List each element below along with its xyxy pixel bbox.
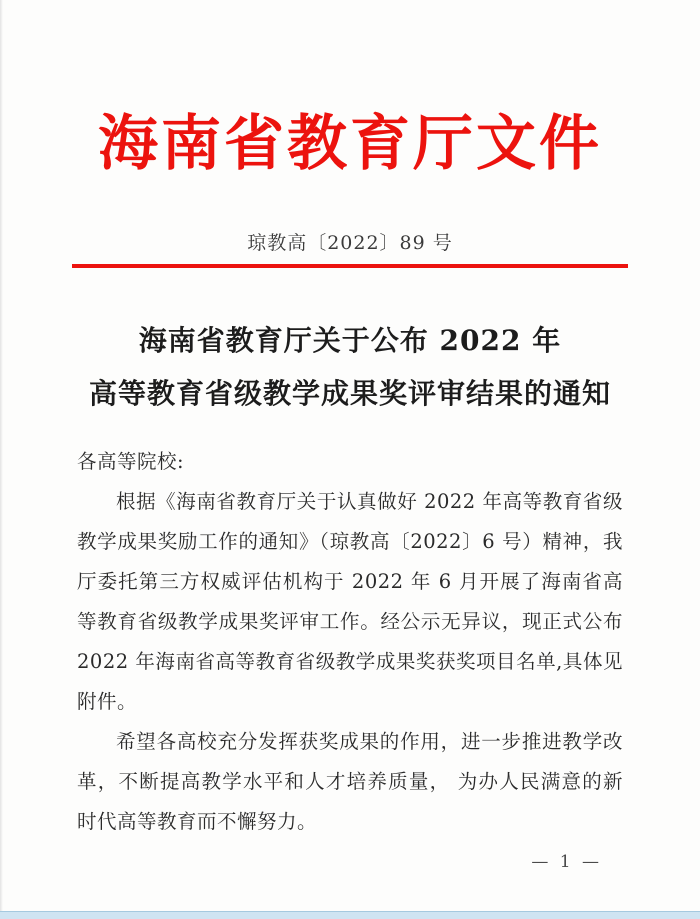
document-title-line1: 海南省教育厅关于公布 2022 年 — [138, 324, 562, 357]
body-paragraph-1: 根据《海南省教育厅关于认真做好 2022 年高等教育省级教学成果奖励工作的通知》（琼教高〔2022〕6 号）精神，我厅委托第三方权威评估机构于 2022 年 6 月开展了海南省高等教育省级教学成果奖评审工作。经公示无异议，现正式公布 2022 年海南省高等教育省级教学成果奖获奖项目名单,具体见附件。 — [77, 490, 623, 713]
page-number: — 1 — — [531, 852, 602, 872]
document-title-line2: 高等教育省级教学成果奖评审结果的通知 — [88, 377, 611, 410]
scan-left-edge — [0, 0, 3, 919]
document-body — [77, 442, 623, 842]
letterhead-title: 海南省教育厅文件 — [98, 109, 602, 179]
document-number: 琼教高〔2022〕89 号 — [247, 232, 453, 254]
salutation: 各高等院校: — [77, 450, 185, 473]
red-divider-line — [72, 264, 628, 268]
scan-bottom-edge — [0, 911, 700, 919]
document-title — [0, 314, 700, 420]
body-paragraph-2: 希望各高校充分发挥获奖成果的作用，进一步推进教学改革，不断提高教学水平和人才培养质量， 为办人民满意的新时代高等教育而不懈努力。 — [77, 730, 623, 833]
